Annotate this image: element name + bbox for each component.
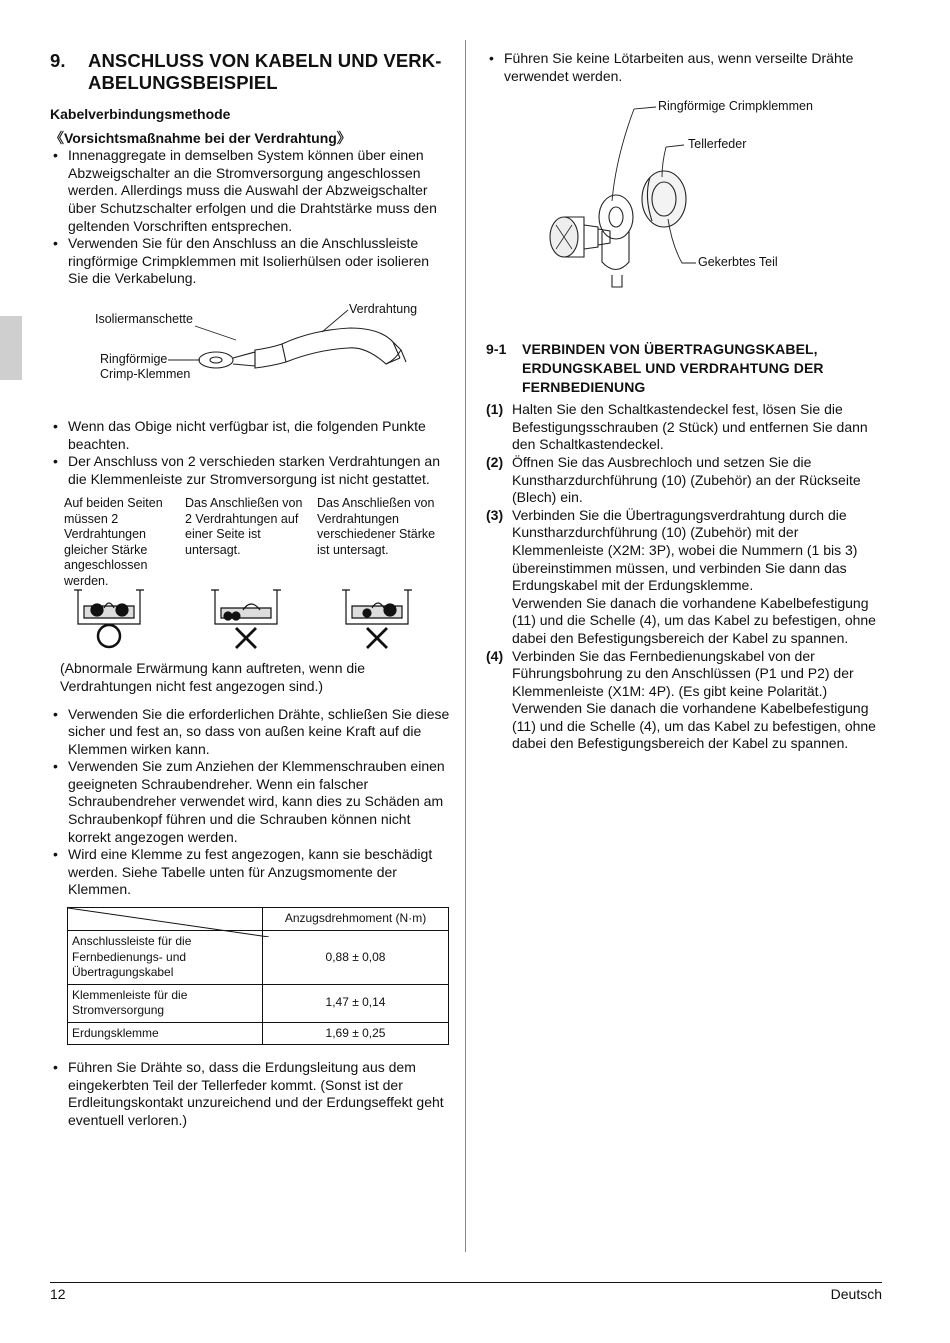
table-row (68, 1022, 449, 1045)
label-spring-washer: Tellerfeder (688, 137, 747, 152)
figure-terminal-connections (50, 496, 450, 656)
footer-language: Deutsch (830, 1286, 882, 1302)
terminal-different-size-diagram (342, 590, 412, 648)
step-item (486, 648, 882, 754)
table-row (68, 984, 449, 1022)
caption-different-size: Das Anschließen von Verdrahtungen verschiedener Stärke ist untersagt. (317, 496, 436, 557)
precaution-heading: 《Vorsichtsmaßnahme bei der Verdrahtung》 (50, 129, 351, 146)
table-header-row (68, 908, 449, 931)
list-item: • Führen Sie Drähte so, dass die Erdungsleitung aus dem eingekerbten Teil der Tellerfeder kommt. (Sonst ist der Erdleitungskontakt unzureichend und der Erdungseffekt geht eventuell verloren.) (50, 1059, 450, 1129)
list-item: • Verwenden Sie für den Anschluss an die Anschlussleiste ringförmige Crimpklemmen mit Isolierhülsen oder isolieren Sie die Verkabelung. (50, 235, 450, 288)
section-number: 9. (50, 50, 66, 71)
step-extra: Verwenden Sie danach die vorhandene Kabelbefestigung (11) und die Schelle (4), um das Kabel zu befestigen, ohne dabei den Befestigungsbereich der Kabel zu spannen. (512, 594, 876, 646)
label-ring-crimp: Ringförmige Crimpklemmen (658, 99, 813, 114)
list-item: • Wird eine Klemme zu fest angezogen, kann sie beschädigt werden. Siehe Tabelle unten für Anzugsmomente der Klemmen. (50, 846, 450, 899)
step-text: Halten Sie den Schaltkastendeckel fest, lösen Sie die Befestigungsschrauben (2 Stück) und entfernen Sie dann den Schaltkastendeckel. (512, 401, 868, 453)
table-row (68, 931, 449, 985)
section-title-line1: ANSCHLUSS VON KABELN UND VERK- (88, 50, 442, 71)
diagonal-line (68, 908, 269, 937)
table-cell-value: 1,69 ± 0,25 (263, 1022, 449, 1045)
list-item: • Verwenden Sie die erforderlichen Drähte, schließen Sie diese sicher und fest an, so dass von außen keine Kraft auf die Klemmen wirken kann. (50, 706, 450, 759)
section-heading (50, 50, 450, 94)
bullet-list-3 (50, 706, 450, 900)
list-item: • Verwenden Sie zum Anziehen der Klemmenschrauben einen geeigneten Schraubendreher. Wenn ein falscher Schraubendreher verwendet wird, kann dies zu Schäden am Schraubenkopf führen und die Schrauben können nicht korrekt angezogen werden. (50, 758, 450, 846)
bullet-list-4 (50, 1059, 450, 1129)
label-wiring: Verdrahtung (349, 301, 418, 316)
subsection-title-line1: VERBINDEN VON ÜBERTRAGUNGSKABEL, (522, 341, 818, 358)
table-cell-label: Klemmenleiste für die Stromversorgung (68, 984, 263, 1022)
terminal-one-side-diagram (211, 590, 281, 648)
method-heading: Kabelverbindungsmethode (50, 106, 231, 122)
bullet-list-1 (50, 147, 450, 288)
page-number: 12 (50, 1286, 66, 1302)
column-divider (465, 40, 466, 1252)
label-crimp-line1: Ringförmige (100, 351, 168, 366)
list-item: • Innenaggregate in demselben System können über einen Abzweigschalter an die Stromversorgung angeschlossen werden. Allerdings muss die Auswahl der Abzweigschalter über Schutzschalter erfolgen und die Drahtstärke muss den geltenden Vorschriften entsprechen. (50, 147, 450, 235)
subsection-title (522, 340, 824, 397)
list-item: • Wenn das Obige nicht verfügbar ist, die folgenden Punkte beachten. (50, 418, 450, 453)
terminal-diagrams (50, 588, 450, 658)
figure-crimp-sleeve (50, 302, 450, 412)
washer-terminal-illustration (486, 97, 882, 302)
left-column (50, 50, 450, 1129)
step-body (512, 648, 882, 754)
subsection-heading (486, 340, 882, 397)
table-corner-cell (68, 908, 263, 931)
torque-table (67, 907, 449, 1045)
caption-allowed: Auf beiden Seiten müssen 2 Verdrahtungen gleicher Stärke angeschlossen werden. (64, 496, 163, 588)
section-title (88, 50, 442, 94)
step-text: Verbinden Sie das Fernbedienungskabel von der Führungsbohrung zu den Anschlüssen (P1 und P2) der Klemmenleiste (X1M: 4P). (Es gibt keine Polarität.) (512, 647, 854, 699)
step-extra: Verwenden Sie danach die vorhandene Kabelbefestigung (11) und die Schelle (4), um das Kabel zu befestigen, ohne dabei den Befestigungsbereich der Kabel zu spannen. (512, 700, 876, 752)
step-item (486, 507, 882, 648)
caption-one-side: Das Anschließen von 2 Verdrahtungen auf einer Seite ist untersagt. (185, 496, 303, 557)
figure-washer-terminal (486, 97, 882, 302)
list-item: • Der Anschluss von 2 verschieden starken Verdrahtungen an die Klemmenleiste zur Stromversorgung ist nicht gestattet. (50, 453, 450, 488)
table-cell-value: 0,88 ± 0,08 (263, 931, 449, 985)
table-cell-label: Erdungsklemme (68, 1022, 263, 1045)
terminal-allowed-diagram (74, 590, 144, 647)
table-cell-label: Anschlussleiste für die Fernbedienungs- und Übertragungskabel (68, 931, 263, 985)
right-column (486, 50, 882, 753)
step-label: (4) (486, 647, 504, 664)
label-crimp-line2: Crimp-Klemmen (100, 366, 191, 381)
subsection-number: 9-1 (486, 341, 507, 358)
step-label: (2) (486, 453, 504, 470)
step-body (512, 507, 882, 648)
step-item (486, 454, 882, 507)
step-item (486, 401, 882, 454)
list-item: • Führen Sie keine Lötarbeiten aus, wenn verseilte Drähte verwendet werden. (486, 50, 882, 85)
label-notched-part: Gekerbtes Teil (698, 255, 778, 270)
table-cell-value: 1,47 ± 0,14 (263, 984, 449, 1022)
step-list (486, 401, 882, 753)
step-text: Öffnen Sie das Ausbrechloch und setzen Sie die Kunstharzdurchführung (10) (Zubehör) an der Rückseite (Blech) ein. (512, 453, 861, 506)
step-text: Verbinden Sie die Übertragungsverdrahtung durch die Kunstharzdurchführung (10) (Zubehör) mit der Klemmenleiste (X2M: 3P), wobei die Nummern (1 bis 3) übereinstimmen müssen, und verbinden Sie dann das Erdungskabel mit der Erdungsklemme. (512, 506, 858, 594)
subsection-title-line2: ERDUNGSKABEL UND VERDRAHTUNG DER (522, 360, 824, 377)
label-insulation-sleeve: Isoliermanschette (95, 311, 193, 326)
subsection-title-line3: FERNBEDIENUNG (522, 379, 646, 396)
note-heating: (Abnormale Erwärmung kann auftreten, wenn die Verdrahtungen nicht fest angezogen sind.) (60, 660, 366, 694)
step-label: (3) (486, 506, 504, 523)
table-header: Anzugsdrehmoment (N·m) (263, 908, 449, 931)
right-bullet-list (486, 50, 882, 85)
section-title-line2: ABELUNGSBEISPIEL (88, 72, 278, 93)
side-tab-marker (0, 316, 22, 380)
bullet-list-2 (50, 418, 450, 488)
footer-rule (50, 1282, 882, 1283)
step-label: (1) (486, 401, 504, 418)
